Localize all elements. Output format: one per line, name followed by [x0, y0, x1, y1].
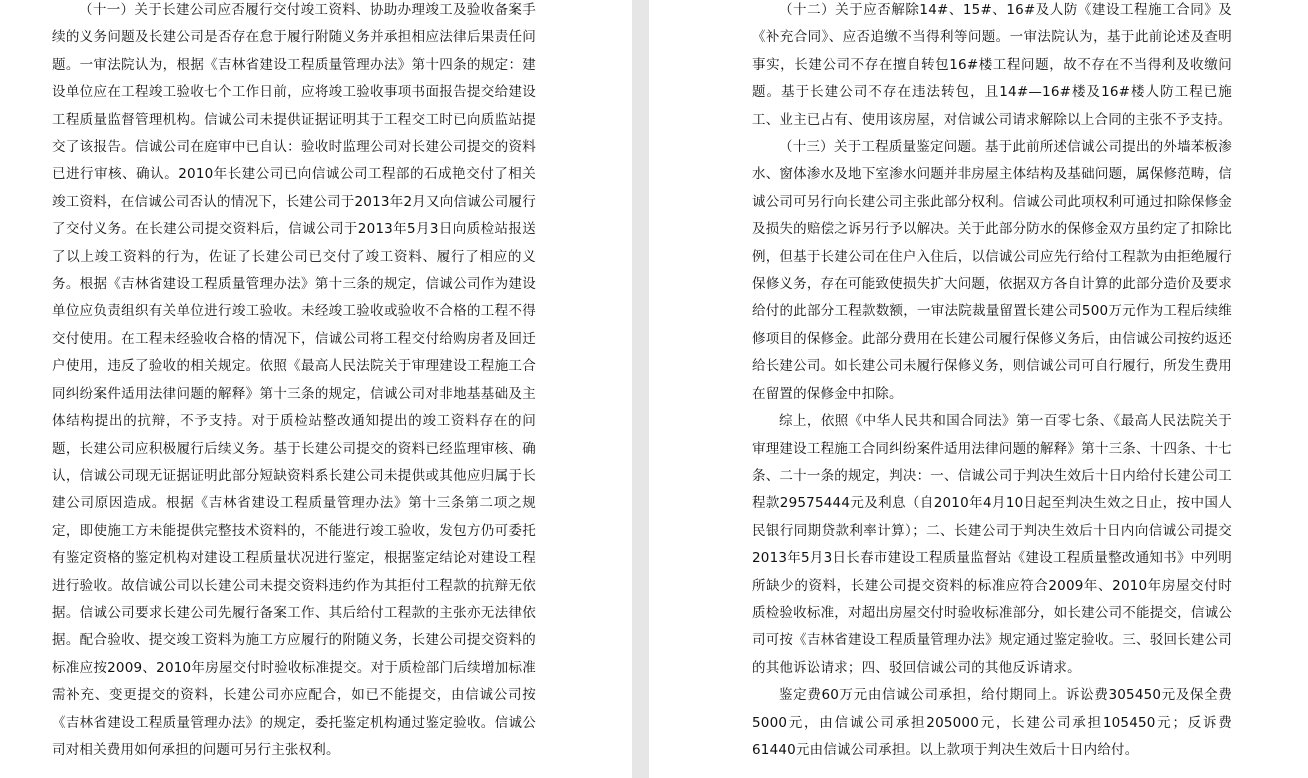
paragraph-11: （十一）关于长建公司应否履行交付竣工资料、协助办理竣工及验收备案手续的义务问题及长建公司是否存在怠于履行附随义务并承担相应法律后果责任问题。一审法院认为，根据《吉林省建设工程质量管理办法》第十四条的规定：建设单位应在工程竣工验收七个工作日前，应将竣工验收事项书面报告提交给建设工程质量监督管理机构。信诚公司未提供证据证明其于工程交工时已向质监站提交了该报告。信诚公司在庭审中已自认：验收时监理公司对长建公司提交的资料已进行审核、确认。2010年长建公司已向信诚公司工程部的石成艳交付了相关竣工资料，在信诚公司否认的情况下，长建公司于2013年2月又向信诚公司履行了交付义务。在长建公司提交资料后，信诚公司于2013年5月3日向质检站报送了以上竣工资料的行为，佐证了长建公司已交付了竣工资料、履行了相应的义务。根据《吉林省建设工程质量管理办法》第十三条的规定，信诚公司作为建设单位应负责组织有关单位进行竣工验收。未经竣工验收或验收不合格的工程不得交付使用。在工程未经验收合格的情况下，信诚公司将工程交付给购房者及回迁户使用，违反了验收的相关规定。依照《最高人民法院关于审理建设工程施工合同纠纷案件适用法律问题的解释》第十三条的规定，信诚公司对非地基基础及主体结构提出的抗辩，不予支持。对于质检站整改通知提出的竣工资料存在的问题，长建公司应积极履行后续义务。基于长建公司提交的资料已经监理审核、确认，信诚公司现无证据证明此部分短缺资料系长建公司未提供或其他应归属于长建公司原因造成。根据《吉林省建设工程质量管理办法》第十三条第二项之规定，即使施工方未能提供完整技术资料的，不能进行竣工验收，发包方仍可委托有鉴定资格的鉴定机构对建设工程质量状况进行鉴定，根据鉴定结论对建设工程进行验收。故信诚公司以长建公司未提交资料违约作为其拒付工程款的抗辩无依据。信诚公司要求长建公司先履行备案工作、其后给付工程款的主张亦无法律依据。配合验收、提交竣工资料为施工方应履行的附随义务，长建公司提交资料的标准应按2009、2010年房屋交付时验收标准提交。对于质检部门后续增加标准需补充、变更提交的资料，长建公司亦应配合，如已不能提交，由信诚公司按《吉林省建设工程质量管理办法》的规定，委托鉴定机构通过鉴定验收。信诚公司对相关费用如何承担的问题可另行主张权利。: [52, 2, 536, 758]
right-page: [649, 0, 1308, 778]
paragraph-13: （十三）关于工程质量鉴定问题。基于此前所述信诚公司提出的外墙苯板渗水、窗体渗水及地下室渗水问题并非房屋主体结构及基础问题，属保修范畴，信诚公司可另行向长建公司主张此部分权利。信诚公司此项权利可通过扣除保修金及损失的赔偿之诉另行予以解决。关于此部分防水的保修金双方虽约定了扣除比例，但基于长建公司在住户入住后，以信诚公司应先行给付工程款为由拒绝履行保修义务，存在可能致使损失扩大问题，依据双方各自计算的此部分造价及要求给付的此部分工程款数额，一审法院裁量留置长建公司500万元作为工程后续维修项目的保修金。此部分费用在长建公司履行保修义务后，由信诚公司按约返还给长建公司。如长建公司未履行保修义务，则信诚公司可自行履行，所发生费用在留置的保修金中扣除。: [752, 139, 1232, 402]
left-page: [0, 0, 632, 778]
page-divider: [632, 0, 649, 778]
paragraph-fees: 鉴定费60万元由信诚公司承担，给付期同上。诉讼费305450元及保全费5000元，由信诚公司承担205000元，长建公司承担105450元；反诉费61440元由信诚公司承担。以上款项于判决生效后十日内给付。: [752, 687, 1232, 758]
paragraph-12: （十二）关于应否解除14#、15#、16#及人防《建设工程施工合同》及《补充合同》、应否追缴不当得利等问题。一审法院认为，基于此前论述及查明事实，长建公司不存在擅自转包16#楼工程问题，故不存在不当得利及收缴问题。基于长建公司不存在违法转包，且14#—16#楼及16#楼人防工程已施工、业主已占有、使用该房屋，对信诚公司请求解除以上合同的主张不予支持。: [752, 2, 1232, 128]
paragraph-judgment: 综上，依照《中华人民共和国合同法》第一百零七条、《最高人民法院关于审理建设工程施工合同纠纷案件适用法律问题的解释》第十三条、十四条、十七条、二十一条的规定，判决：一、信诚公司于判决生效后十日内给付长建公司工程款29575444元及利息（自2010年4月10日起至判决生效之日止，按中国人民银行同期贷款利率计算）；二、长建公司于判决生效后十日内向信诚公司提交2013年5月3日长春市建设工程质量监督站《建设工程质量整改通知书》中列明所缺少的资料，长建公司提交资料的标准应符合2009年、2010年房屋交付时质检验收标准，对超出房屋交付时验收标准部分，如长建公司不能提交，信诚公司可按《吉林省建设工程质量管理办法》规定通过鉴定验收。三、驳回长建公司的其他诉讼请求；四、驳回信诚公司的其他反诉请求。: [752, 413, 1232, 676]
